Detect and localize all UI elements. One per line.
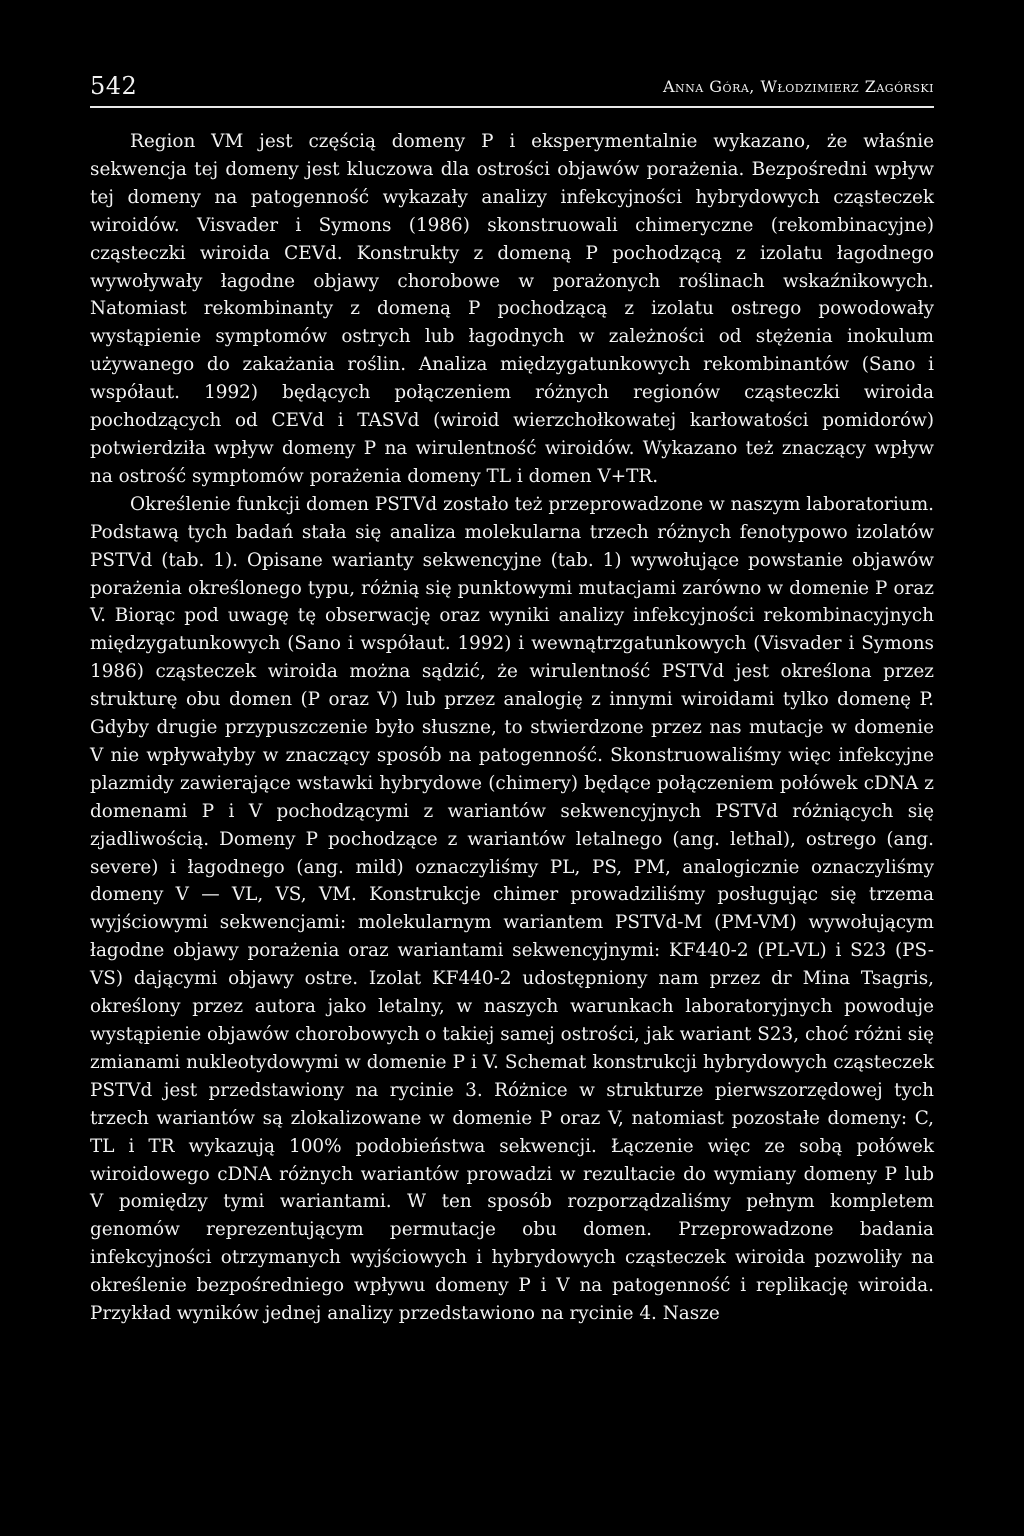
page-header [90,66,934,108]
body-text [90,128,934,1328]
page-number: 542 [90,72,138,100]
paragraph-1: Region VM jest częścią domeny P i eksperymentalnie wykazano, że właśnie sekwencja tej domeny jest kluczowa dla ostrości objawów porażenia. Bezpośredni wpływ tej domeny na patogenność wykazały analizy infekcyjności hybrydowych cząsteczek wiroidów. Visvader i Symons (1986) skonstruowali chimeryczne (rekombinacyjne) cząsteczki wiroida CEVd. Konstrukty z domeną P pochodzącą z izolatu łagodnego wywoływały łagodne objawy chorobowe w porażonych roślinach wskaźnikowych. Natomiast rekombinanty z domeną P pochodzącą z izolatu ostrego powodowały wystąpienie symptomów ostrych lub łagodnych w zależności od stężenia inokulum używanego do zakażania roślin. Analiza międzygatunkowych rekombinantów (Sano i współaut. 1992) będących połączeniem różnych regionów cząsteczki wiroida pochodzących od CEVd i TASVd (wiroid wierzchołkowatej karłowatości pomidorów) potwierdziła wpływ domeny P na wirulentność wiroidów. Wykazano też znaczący wpływ na ostrość symptomów porażenia domeny TL i domen V+TR. [90,131,934,487]
paragraph-2: Określenie funkcji domen PSTVd zostało też przeprowadzone w naszym laboratorium. Podstawą tych badań stała się analiza molekularna trzech różnych fenotypowo izolatów PSTVd (tab. 1). Opisane warianty sekwencyjne (tab. 1) wywołujące powstanie objawów porażenia określonego typu, różnią się punktowymi mutacjami zarówno w domenie P oraz V. Biorąc pod uwagę tę obserwację oraz wyniki analizy infekcyjności rekombinacyjnych międzygatunkowych (Sano i współaut. 1992) i wewnątrzgatunkowych (Visvader i Symons 1986) cząsteczek wiroida można sądzić, że wirulentność PSTVd jest określona przez strukturę obu domen (P oraz V) lub przez analogię z innymi wiroidami tylko domenę P. Gdyby drugie przypuszczenie było słuszne, to stwierdzone przez nas mutacje w domenie V nie wpływałyby w znaczący sposób na patogenność. Skonstruowaliśmy więc infekcyjne plazmidy zawierające wstawki hybrydowe (chimery) będące połączeniem połówek cDNA z domenami P i V pochodzącymi z wariantów sekwencyjnych PSTVd różniących się zjadliwością. Domeny P pochodzące z wariantów letalnego (ang. lethal), ostrego (ang. severe) i łagodnego (ang. mild) oznaczyliśmy PL, PS, PM, analogicznie oznaczyliśmy domeny V — VL, VS, VM. Konstrukcje chimer prowadziliśmy posługując się trzema wyjściowymi sekwencjami: molekularnym wariantem PSTVd-M (PM-VM) wywołującym łagodne objawy porażenia oraz wariantami sekwencyjnymi: KF440-2 (PL-VL) i S23 (PS-VS) dającymi objawy ostre. Izolat KF440-2 udostępniony nam przez dr Mina Tsagris, określony przez autora jako letalny, w naszych warunkach laboratoryjnych powoduje wystąpienie objawów chorobowych o takiej samej ostrości, jak wariant S23, choć różni się zmianami nukleotydowymi w domenie P i V. Schemat konstrukcji hybrydowych cząsteczek PSTVd jest przedstawiony na rycinie 3. Różnice w strukturze pierwszorzędowej tych trzech wariantów są zlokalizowane w domenie P oraz V, natomiast pozostałe domeny: C, TL i TR wykazują 100% podobieństwa sekwencji. Łączenie więc ze sobą połówek wiroidowego cDNA różnych wariantów prowadzi w rezultacie do wymiany domeny P lub V pomiędzy tymi wariantami. W ten sposób rozporządzaliśmy pełnym kompletem genomów reprezentującym permutacje obu domen. Przeprowadzone badania infekcyjności otrzymanych wyjściowych i hybrydowych cząsteczek wiroida pozwoliły na określenie bezpośredniego wpływu domeny P i V na patogenność i replikację wiroida. Przykład wyników jednej analizy przedstawiono na rycinie 4. Nasze [90,493,934,1325]
running-head: Anna Góra, Włodzimierz Zagórski [662,77,934,96]
